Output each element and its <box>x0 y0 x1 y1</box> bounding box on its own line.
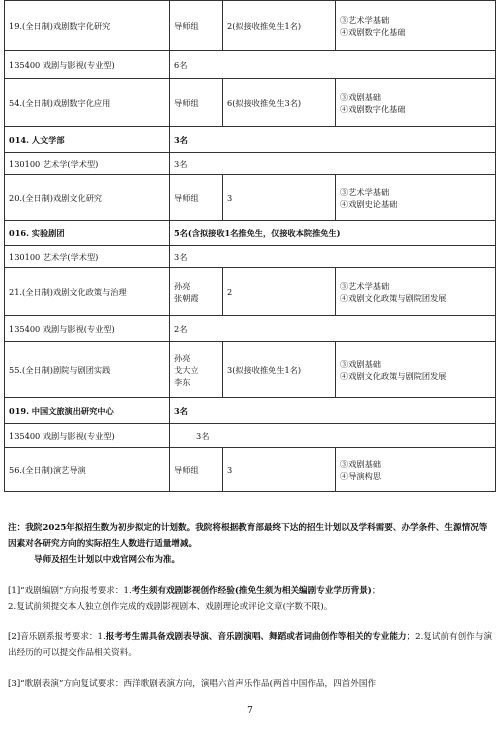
requirement-2-lead: [2]音乐剧系报考要求：1. <box>8 632 106 642</box>
table-row <box>5 316 496 342</box>
note-prefix: 注： <box>8 523 26 533</box>
advisor-cell <box>170 342 223 398</box>
enrollment-table <box>4 0 496 492</box>
department-name: 014. 人文学部 <box>5 127 170 153</box>
exam-subjects <box>336 79 496 127</box>
page-number: 7 <box>247 706 253 716</box>
department-quota: 3名 <box>170 398 496 424</box>
requirement-1-lead: [1]“戏剧编剧”方向报考要求：1. <box>8 586 132 596</box>
program-name: 19.(全日制)戏剧数字化研究 <box>5 1 170 51</box>
advisor-name: 张朝霞 <box>174 292 199 303</box>
department-quota: 5名(含拟接收1名推免生，仅接收本院推免生) <box>170 221 496 246</box>
enrollment-count: 2(拟接收推免生1名) <box>223 1 336 51</box>
enrollment-count: 3(拟接收推免生1名) <box>223 342 336 398</box>
exam-subject: ④戏剧数字化基础 <box>340 103 406 114</box>
major-quota: 6名 <box>170 51 496 79</box>
major-name: 135400 戏剧与影视(专业型) <box>5 316 170 342</box>
advisor-name: 李东 <box>174 376 191 387</box>
program-name: 54.(全日制)戏剧数字化应用 <box>5 79 170 127</box>
exam-subject: ④戏剧文化政策与剧院团发展 <box>340 292 447 303</box>
major-quota: 3名 <box>170 424 496 448</box>
program-name: 55.(全日制)剧院与剧团实践 <box>5 342 170 398</box>
requirement-2-tail: ；2.复试前有创作与演出经历的可以提交作品相关资料。 <box>8 632 493 658</box>
requirement-3 <box>8 676 494 692</box>
exam-subject: ③戏剧基础 <box>340 91 381 102</box>
requirement-2 <box>8 629 494 661</box>
requirement-1 <box>8 583 494 615</box>
exam-subjects <box>336 342 496 398</box>
department-name: 019. 中国文旅演出研究中心 <box>5 398 170 424</box>
major-quota: 3名 <box>170 246 496 268</box>
enrollment-note <box>8 520 494 568</box>
table-row <box>5 153 496 175</box>
table-row <box>5 51 496 79</box>
exam-subject: ④导演构思 <box>340 470 381 481</box>
exam-subject: ④戏剧史论基础 <box>340 198 398 209</box>
exam-subject: ③戏剧基础 <box>340 358 381 369</box>
exam-subject: ③艺术学基础 <box>340 14 390 25</box>
advisor-name: 孙亮 <box>174 352 191 363</box>
note-line-2: 导师及招生计划以中戏官网公布为准。 <box>34 555 181 565</box>
table-row <box>5 79 496 127</box>
requirement-2-bold: 报考考生需具备戏剧表导演、音乐剧演唱、舞蹈或者词曲创作等相关的专业能力 <box>105 632 407 642</box>
major-name: 135400 戏剧与影视(专业型) <box>5 51 170 79</box>
enrollment-count: 6(拟接收推免生3名) <box>223 79 336 127</box>
table-row <box>5 342 496 398</box>
major-quota: 3名 <box>170 153 496 175</box>
department-name: 016. 实验剧团 <box>5 221 170 246</box>
note-text: 我院2025年拟招生数为初步拟定的计划数。我院将根据教育部最终下达的招生计划以及学科需要、办学条件、生源情况等因素对各研究方向的实际招生人数进行适量增减。 <box>8 523 488 549</box>
exam-subject: ④戏剧文化政策与剧院团发展 <box>340 370 447 381</box>
advisor-cell: 导师组 <box>170 1 223 51</box>
requirement-1-bold: 考生须有戏剧影视创作经验(推免生须为相关编剧专业学历背景) <box>131 586 372 596</box>
requirement-1-tail: ； <box>371 586 381 596</box>
table-row <box>5 398 496 424</box>
advisor-name: 戈大立 <box>174 364 199 375</box>
requirement-1-line-2: 2.复试前须提交本人独立创作完成的戏剧影视剧本、戏剧理论或评论文章(字数不限)。 <box>8 602 333 612</box>
enrollment-count: 2 <box>223 268 336 316</box>
advisor-cell: 导师组 <box>170 175 223 221</box>
major-name: 135400 戏剧与影视(专业型) <box>5 424 170 448</box>
advisor-cell: 导师组 <box>170 448 223 492</box>
table-row <box>5 221 496 246</box>
exam-subjects <box>336 175 496 221</box>
advisor-name: 孙亮 <box>174 280 191 291</box>
requirement-3-text: [3]“歌剧表演”方向复试要求：西洋歌剧表演方向，演唱六首声乐作品(两首中国作品，四首外国作 <box>8 679 377 689</box>
major-quota: 2名 <box>170 316 496 342</box>
exam-subject: ④戏剧数字化基础 <box>340 26 406 37</box>
enrollment-count: 3 <box>223 448 336 492</box>
table-row <box>5 448 496 492</box>
exam-subjects <box>336 1 496 51</box>
program-name: 20.(全日制)戏剧文化研究 <box>5 175 170 221</box>
department-quota: 3名 <box>170 127 496 153</box>
program-name: 21.(全日制)戏剧文化政策与治理 <box>5 268 170 316</box>
program-name: 56.(全日制)演艺导演 <box>5 448 170 492</box>
exam-subjects <box>336 448 496 492</box>
table-row <box>5 1 496 51</box>
table-row <box>5 424 496 448</box>
exam-subjects <box>336 268 496 316</box>
table-row <box>5 246 496 268</box>
table-row <box>5 175 496 221</box>
advisor-cell <box>170 268 223 316</box>
table-row <box>5 268 496 316</box>
exam-subject: ③艺术学基础 <box>340 186 390 197</box>
enrollment-count: 3 <box>223 175 336 221</box>
major-name: 130100 艺术学(学术型) <box>5 246 170 268</box>
advisor-cell: 导师组 <box>170 79 223 127</box>
major-name: 130100 艺术学(学术型) <box>5 153 170 175</box>
exam-subject: ③艺术学基础 <box>340 280 390 291</box>
exam-subject: ③戏剧基础 <box>340 458 381 469</box>
table-row <box>5 127 496 153</box>
